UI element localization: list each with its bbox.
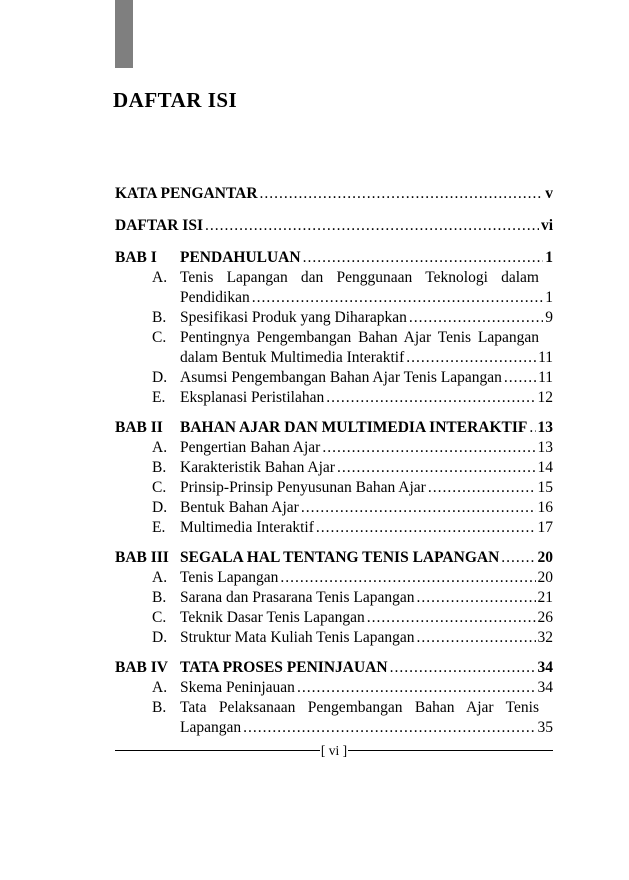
chapter-title: TATA PROSES PENINJAUAN: [180, 659, 388, 676]
toc-item-line: [115, 678, 553, 698]
dot-leader: [241, 718, 535, 738]
dot-leader: [527, 418, 535, 438]
item-title-line2: Pendidikan: [180, 289, 250, 306]
toc-item-body: [180, 608, 553, 628]
toc-entry-page: vi: [540, 217, 553, 234]
toc-entry-page: 26: [537, 609, 553, 626]
item-title-line1: Tenis Lapangan dan Penggunaan Teknologi dalam: [180, 269, 539, 286]
item-letter: D.: [152, 499, 168, 516]
toc-entry-page: 15: [537, 479, 553, 496]
item-letter: B.: [152, 309, 167, 326]
item-letter: C.: [152, 329, 167, 346]
page-title: DAFTAR ISI: [113, 88, 238, 112]
item-letter: A.: [152, 269, 168, 286]
toc-entry-page: 34: [537, 679, 553, 696]
toc-item-body: [180, 518, 553, 538]
item-letter: D.: [152, 369, 168, 386]
toc-entry-page: 9: [545, 309, 553, 326]
toc-item-line: [180, 718, 553, 738]
toc-entry-page: 1: [545, 289, 553, 306]
chapter-label: BAB I: [115, 249, 157, 266]
toc-item: [115, 478, 553, 498]
toc-item-body: [180, 498, 553, 518]
toc-item-line: [115, 568, 553, 588]
item-title-line2: dalam Bentuk Multimedia Interaktif: [180, 349, 405, 366]
dot-leader: [335, 458, 536, 478]
dot-leader: [502, 368, 536, 388]
toc-item-line: [115, 608, 553, 628]
item-letter: A.: [152, 569, 168, 586]
toc-item: [115, 588, 553, 608]
toc-item: [115, 568, 553, 588]
item-title: Eksplanasi Peristilahan: [180, 389, 325, 406]
dot-leader: [320, 438, 535, 458]
toc-entry-page: 11: [538, 369, 553, 386]
toc-chapter-heading: [115, 248, 553, 268]
toc-item-body: [180, 438, 553, 458]
toc-item-line: [115, 458, 553, 478]
item-title: Sarana dan Prasarana Tenis Lapangan: [180, 589, 415, 606]
toc-item: [115, 678, 553, 698]
footer-rule-left: [115, 750, 320, 752]
dot-leader: [388, 658, 536, 678]
toc-item-body: [180, 308, 553, 328]
toc-chapter-heading: [115, 418, 553, 438]
footer-rule-right: [348, 750, 553, 752]
toc-entry-page: 1: [545, 249, 553, 266]
toc-item-line: [115, 328, 553, 348]
toc-entry-page: 16: [537, 499, 553, 516]
dot-leader: [426, 478, 536, 498]
toc-item-line: [115, 268, 553, 288]
dot-leader: [301, 248, 544, 268]
toc-item: [115, 628, 553, 648]
toc-item-line: [115, 628, 553, 648]
toc-item: [115, 518, 553, 538]
toc-item: [115, 608, 553, 628]
toc-item-line: [180, 348, 553, 368]
toc-item: [115, 268, 553, 308]
toc-item-body: [180, 588, 553, 608]
toc-item: [115, 698, 553, 738]
toc-entry-page: 12: [537, 389, 553, 406]
item-title: Pengertian Bahan Ajar: [180, 439, 321, 456]
toc-entry-page: 21: [537, 589, 553, 606]
toc-item-body: [180, 568, 553, 588]
toc-entry-page: 11: [538, 349, 553, 366]
toc-item-body: [180, 368, 553, 388]
toc-item-line: [115, 478, 553, 498]
chapter-title: SEGALA HAL TENTANG TENIS LAPANGAN: [180, 549, 500, 566]
toc-chapter: [115, 418, 553, 538]
dot-leader: [499, 548, 535, 568]
toc-item-body: [180, 478, 553, 498]
toc-entry-title: DAFTAR ISI: [115, 217, 203, 234]
item-letter: B.: [152, 699, 167, 716]
table-of-contents: [115, 184, 553, 738]
item-title: Tenis Lapangan: [180, 569, 279, 586]
toc-item-line: [115, 388, 553, 408]
footer-page-number: [ vi ]: [320, 743, 348, 758]
dot-leader: [365, 608, 536, 628]
dot-leader: [278, 568, 535, 588]
item-title-line1: Tata Pelaksanaan Pengembangan Bahan Ajar Tenis: [180, 699, 539, 716]
toc-item-body: [180, 458, 553, 478]
toc-front-entry: [115, 184, 553, 204]
toc-item: [115, 388, 553, 408]
item-title: Spesifikasi Produk yang Diharapkan: [180, 309, 407, 326]
toc-entry-page: 13: [537, 419, 553, 436]
item-letter: C.: [152, 479, 167, 496]
toc-chapter-heading: [115, 548, 553, 568]
toc-item-line: [115, 438, 553, 458]
dot-leader: [314, 518, 536, 538]
dot-leader: [203, 216, 539, 236]
item-letter: E.: [152, 389, 166, 406]
toc-chapter: [115, 248, 553, 408]
item-letter: A.: [152, 679, 168, 696]
item-title-line2: Lapangan: [180, 719, 242, 736]
chapter-title: BAHAN AJAR DAN MULTIMEDIA INTERAKTIF: [180, 419, 528, 436]
item-title: Multimedia Interaktif: [180, 519, 314, 536]
toc-entry-title: KATA PENGANTAR: [115, 185, 258, 202]
page-footer: [115, 742, 553, 759]
dot-leader: [414, 588, 535, 608]
toc-item-body: [180, 678, 553, 698]
item-letter: B.: [152, 459, 167, 476]
chapter-label: BAB II: [115, 419, 163, 436]
toc-entry-page: 34: [537, 659, 553, 676]
toc-item-line: [115, 698, 553, 718]
item-title: Prinsip-Prinsip Penyusunan Bahan Ajar: [180, 479, 426, 496]
dot-leader: [404, 348, 536, 368]
toc-item-line: [115, 588, 553, 608]
toc-item-line: [115, 498, 553, 518]
toc-item-line: [180, 288, 553, 308]
item-title: Struktur Mata Kuliah Tenis Lapangan: [180, 629, 415, 646]
chapter-title: PENDAHULUAN: [180, 249, 301, 266]
toc-front-entry: [115, 216, 553, 236]
dot-leader: [250, 288, 544, 308]
toc-entry-page: 17: [537, 519, 553, 536]
toc-item: [115, 438, 553, 458]
toc-entry-page: 32: [537, 629, 553, 646]
chapter-label: BAB III: [115, 549, 169, 566]
toc-item-line: [115, 308, 553, 328]
item-title: Bentuk Bahan Ajar: [180, 499, 299, 516]
toc-item-body: [180, 388, 553, 408]
toc-item: [115, 368, 553, 388]
item-letter: D.: [152, 629, 168, 646]
toc-chapter: [115, 548, 553, 648]
dot-leader: [407, 308, 543, 328]
item-title: Karakteristik Bahan Ajar: [180, 459, 335, 476]
toc-item: [115, 308, 553, 328]
toc-item: [115, 498, 553, 518]
dot-leader: [324, 388, 535, 408]
chapter-label: BAB IV: [115, 659, 168, 676]
toc-item-line: [115, 368, 553, 388]
dot-leader: [258, 184, 544, 204]
item-letter: B.: [152, 589, 167, 606]
item-title: Skema Peninjauan: [180, 679, 295, 696]
toc-entry-page: v: [545, 185, 553, 202]
item-title-line1: Pentingnya Pengembangan Bahan Ajar Tenis Lapangan: [180, 329, 539, 346]
toc-entry-page: 20: [537, 569, 553, 586]
toc-chapter: [115, 658, 553, 738]
item-title: Teknik Dasar Tenis Lapangan: [180, 609, 365, 626]
toc-entry-page: 20: [537, 549, 553, 566]
toc-entry-page: 14: [537, 459, 553, 476]
dot-leader: [415, 628, 536, 648]
toc-item-line: [115, 518, 553, 538]
item-letter: E.: [152, 519, 166, 536]
item-letter: C.: [152, 609, 167, 626]
toc-chapter-heading: [115, 658, 553, 678]
item-title: Asumsi Pengembangan Bahan Ajar Tenis Lapangan: [180, 369, 502, 386]
item-letter: A.: [152, 439, 168, 456]
dot-leader: [299, 498, 536, 518]
toc-item: [115, 328, 553, 368]
toc-entry-page: 35: [537, 719, 553, 736]
header-decoration-bar: [115, 0, 133, 68]
dot-leader: [295, 678, 536, 698]
toc-item: [115, 458, 553, 478]
toc-item-body: [180, 628, 553, 648]
toc-entry-page: 13: [537, 439, 553, 456]
